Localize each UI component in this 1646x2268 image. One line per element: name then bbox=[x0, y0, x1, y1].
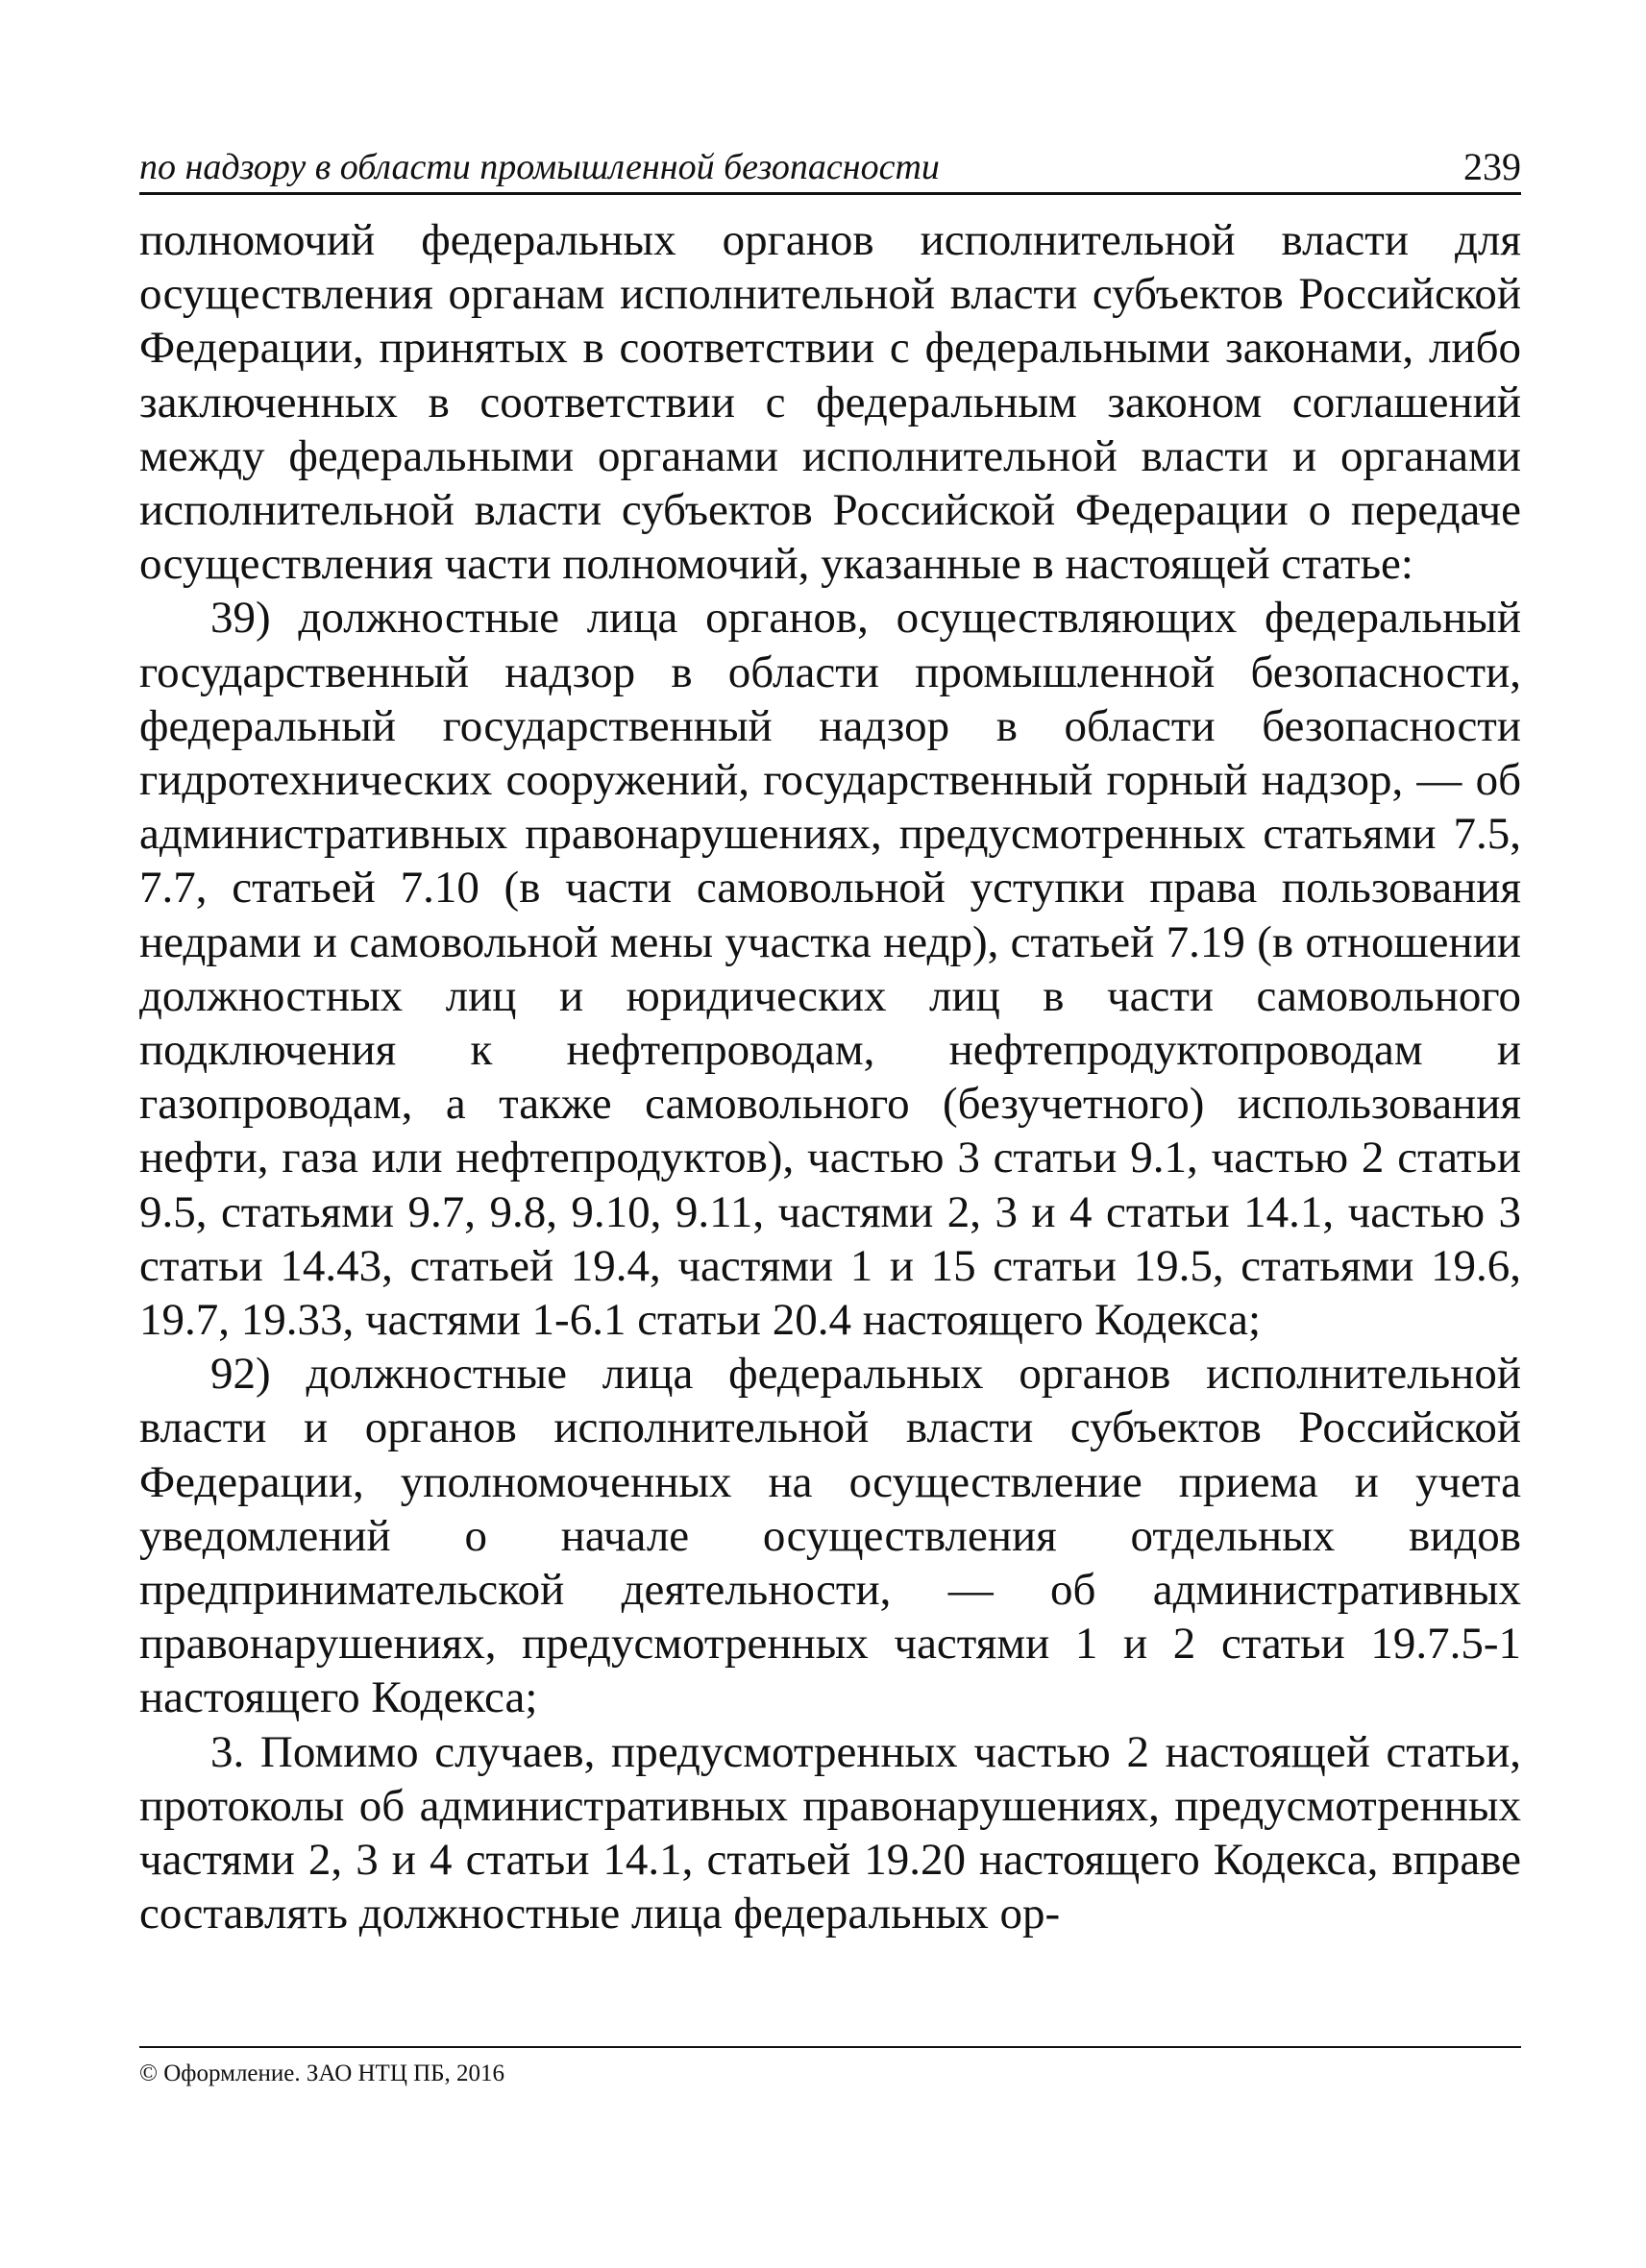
running-title: по надзору в области промышленной безопасности bbox=[139, 147, 940, 187]
body-text bbox=[139, 213, 1521, 1941]
paragraph-part-3: 3. Помимо случаев, предусмотренных частью 2 настоящей статьи, протоколы об административных правонарушениях, предусмотренных частями 2, 3 и 4 статьи 14.1, статьей 19.20 настоящего Кодекса, вправе составлять должностные лица федеральных ор- bbox=[139, 1726, 1521, 1939]
paragraph-item-39: 39) должностные лица органов, осуществляющих федеральный государственный надзор в области промышленной безопасности, федеральный государственный надзор в области безопасности гидротехнических сооружений, государственный горный надзор, — об административных правонарушениях, предусмотренных статьями 7.5, 7.7, статьей 7.10 (в части самовольной уступки права пользования недрами и самовольной мены участка недр), статьей 7.19 (в отношении должностных лиц и юридических лиц в части самовольного подключения к нефтепроводам, нефтепродуктопроводам и газопроводам, а также самовольного (безучетного) использования нефти, газа или нефтепродуктов), частью 3 статьи 9.1, частью 2 статьи 9.5, статьями 9.7, 9.8, 9.10, 9.11, частями 2, 3 и 4 статьи 14.1, частью 3 статьи 14.43, статьей 19.4, частями 1 и 15 статьи 19.5, статьями 19.6, 19.7, 19.33, частями 1-6.1 статьи 20.4 настоящего Кодекса; bbox=[139, 593, 1521, 1346]
paragraph-continuation: полномочий федеральных органов исполнительной власти для осуществления органам исполнительной власти субъектов Российской Федерации, принятых в соответствии с федеральными законами, либо заключенных в соответствии с федеральным законом соглашений между федеральными органами исполнительной власти и органами исполнительной власти субъектов Российской Федерации о передаче осуществления части полномочий, указанные в настоящей статье: bbox=[139, 215, 1521, 590]
footer-divider bbox=[139, 2046, 1521, 2048]
copyright-note: © Оформление. ЗАО НТЦ ПБ, 2016 bbox=[139, 2061, 505, 2086]
page-number: 239 bbox=[1463, 145, 1521, 188]
running-header bbox=[139, 142, 1521, 195]
paragraph-item-92: 92) должностные лица федеральных органов исполнительной власти и органов исполнительной власти субъектов Российской Федерации, уполномоченных на осуществление приема и учета уведомлений о начале осуществления отдельных видов предпринимательской деятельности, — об административных правонарушениях, предусмотренных частями 1 и 2 статьи 19.7.5-1 настоящего Кодекса; bbox=[139, 1349, 1521, 1723]
